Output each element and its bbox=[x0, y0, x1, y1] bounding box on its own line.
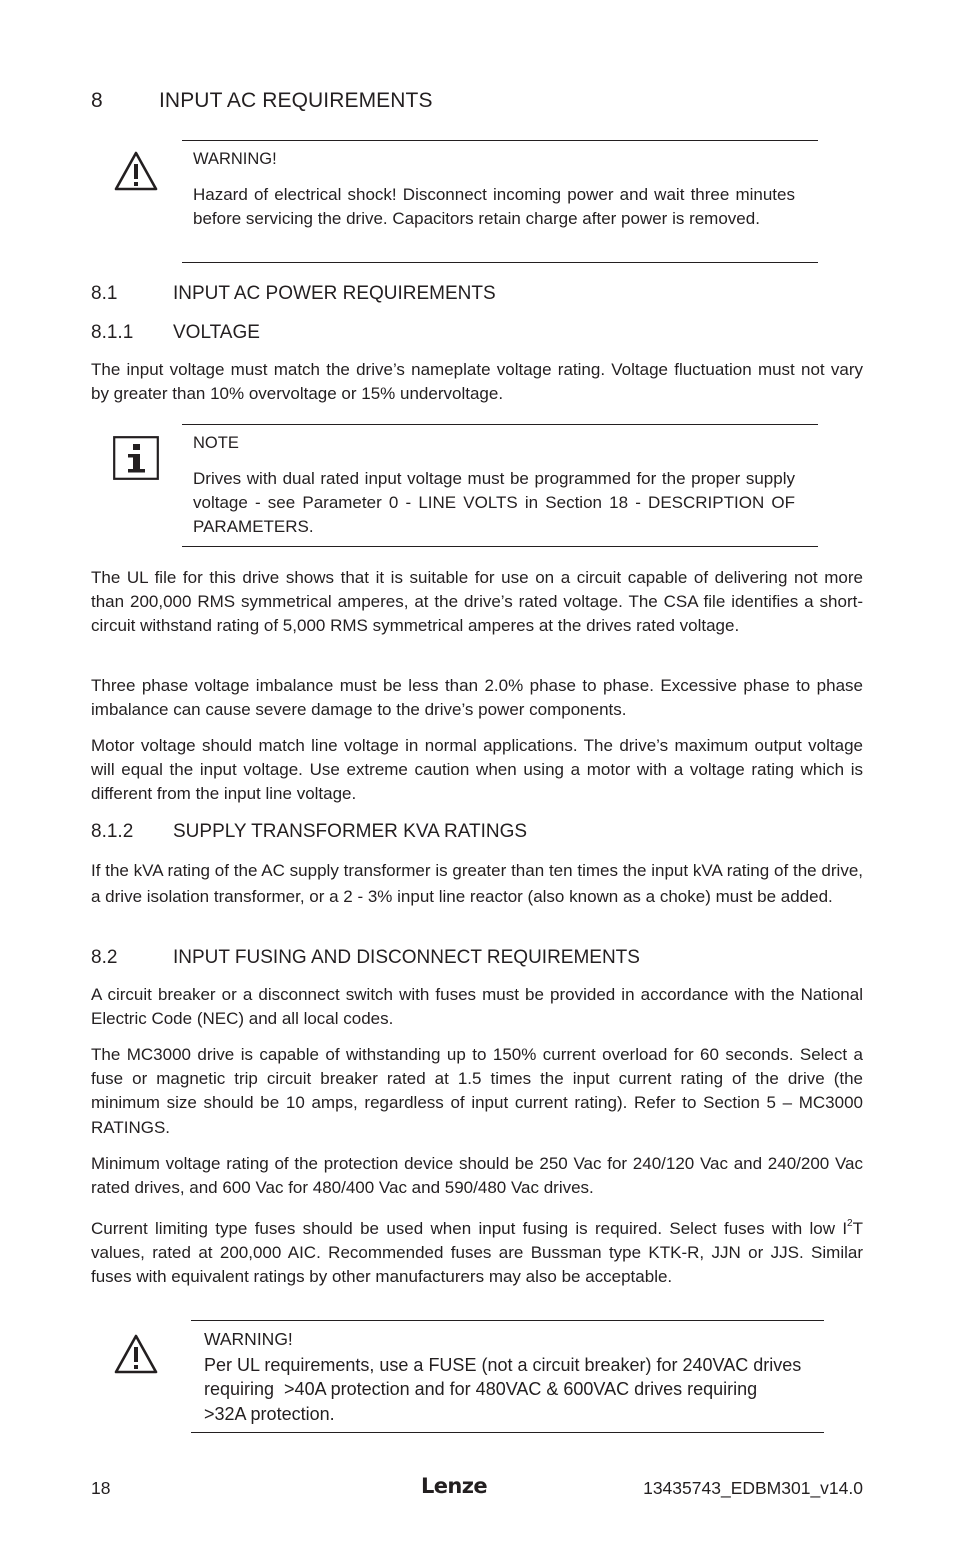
warning2-line: >32A protection. bbox=[204, 1403, 335, 1424]
superscript-2: 2 bbox=[847, 1218, 853, 1229]
document-id: 13435743_EDBM301_v14.0 bbox=[643, 1478, 863, 1498]
section-number: 8 bbox=[91, 89, 103, 112]
subsection-title: INPUT AC POWER REQUIREMENTS bbox=[173, 283, 496, 304]
warning-triangle-icon bbox=[113, 150, 159, 192]
note-bottom-rule bbox=[182, 546, 818, 547]
warning2-line: Per UL requirements, use a FUSE (not a circuit breaker) for 240VAC drives bbox=[204, 1355, 802, 1375]
info-icon bbox=[113, 436, 159, 480]
paragraph-ul: The UL file for this drive shows that it is suitable for use on a circuit capable of delivering not more than 200,000 RMS symmetrical amperes, at the drive’s rated voltage. The CSA file identifies a short-circuit withstand rating of 5,000 RMS symmetrical amperes at the drives rated voltage. bbox=[91, 568, 863, 636]
subsection-title: INPUT FUSING AND DISCONNECT REQUIREMENTS bbox=[173, 947, 640, 968]
subsection-number: 8.2 bbox=[91, 947, 118, 968]
warning-text: Hazard of electrical shock! Disconnect incoming power and wait three minutes before servicing the drive. Capacitors retain charge after power is removed. bbox=[193, 185, 795, 229]
fuses-text-after: T values, rated at 200,000 AIC. Recommended fuses are Bussman type KTK-R, JJN or JJS. Similar fuses with equivalent ratings by other manufacturers may also be acceptable. bbox=[91, 1219, 863, 1287]
paragraph-imbalance: Three phase voltage imbalance must be less than 2.0% phase to phase. Excessive phase to phase imbalance can cause severe damage to the drive’s power components. bbox=[91, 676, 863, 720]
fuses-text-before: Current limiting type fuses should be used when input fusing is required. Select fuses with low I bbox=[91, 1219, 848, 1238]
paragraph-mc3000: The MC3000 drive is capable of withstanding up to 150% current overload for 60 seconds. Select a fuse or magnetic trip circuit breaker rated at 1.5 times the input current rating of the drive (the minimum size should be 10 amps, regardless of input current rating). Refer to Section 5 – MC3000 RATINGS. bbox=[91, 1045, 863, 1137]
warning2-label: WARNING! bbox=[204, 1329, 293, 1349]
section-title: INPUT AC REQUIREMENTS bbox=[159, 89, 433, 112]
subsection-number: 8.1 bbox=[91, 283, 118, 304]
note-text: Drives with dual rated input voltage must be programmed for the proper supply voltage - see Parameter 0 - LINE VOLTS in Section 18 - DESCRIPTION OF PARAMETERS. bbox=[193, 469, 795, 537]
page-number: 18 bbox=[91, 1478, 111, 1498]
warning-bottom-rule bbox=[182, 262, 818, 263]
warning-label: WARNING! bbox=[193, 150, 277, 168]
warning2-line: requiring >40A protection and for 480VAC & 600VAC drives requiring bbox=[204, 1379, 758, 1400]
paragraph-kva: If the kVA rating of the AC supply transformer is greater than ten times the input kVA rating of the drive, a drive isolation transformer, or a 2 - 3% input line reactor (also known as a choke) must be added. bbox=[91, 861, 863, 906]
note-top-rule bbox=[182, 424, 818, 425]
warning2-top-rule bbox=[191, 1320, 824, 1321]
lenze-logo: Lenze bbox=[421, 1474, 488, 1498]
warning-top-rule bbox=[182, 140, 818, 141]
paragraph-minimum-voltage: Minimum voltage rating of the protection device should be 250 Vac for 240/120 Vac and 240/200 Vac rated drives, and 600 Vac for 480/400 Vac and 590/480 Vac drives. bbox=[91, 1154, 863, 1198]
paragraph-breaker: A circuit breaker or a disconnect switch with fuses must be provided in accordance with the National Electric Code (NEC) and all local codes. bbox=[91, 985, 863, 1029]
note-label: NOTE bbox=[193, 434, 239, 452]
paragraph-voltage: The input voltage must match the drive’s nameplate voltage rating. Voltage fluctuation must not vary by greater than 10% overvoltage or 15% undervoltage. bbox=[91, 360, 863, 404]
paragraph-fuses bbox=[91, 1212, 863, 1290]
subsection-title: SUPPLY TRANSFORMER KVA RATINGS bbox=[173, 821, 528, 842]
warning2-text bbox=[204, 1353, 801, 1426]
subsection-number: 8.1.2 bbox=[91, 821, 134, 842]
warning2-bottom-rule bbox=[191, 1432, 824, 1433]
subsection-number: 8.1.1 bbox=[91, 322, 134, 343]
paragraph-motor: Motor voltage should match line voltage in normal applications. The drive’s maximum output voltage will equal the input voltage. Use extreme caution when using a motor with a voltage rating which is different from the input line voltage. bbox=[91, 736, 863, 804]
subsection-title: VOLTAGE bbox=[173, 322, 260, 343]
warning-triangle-icon bbox=[113, 1333, 159, 1375]
